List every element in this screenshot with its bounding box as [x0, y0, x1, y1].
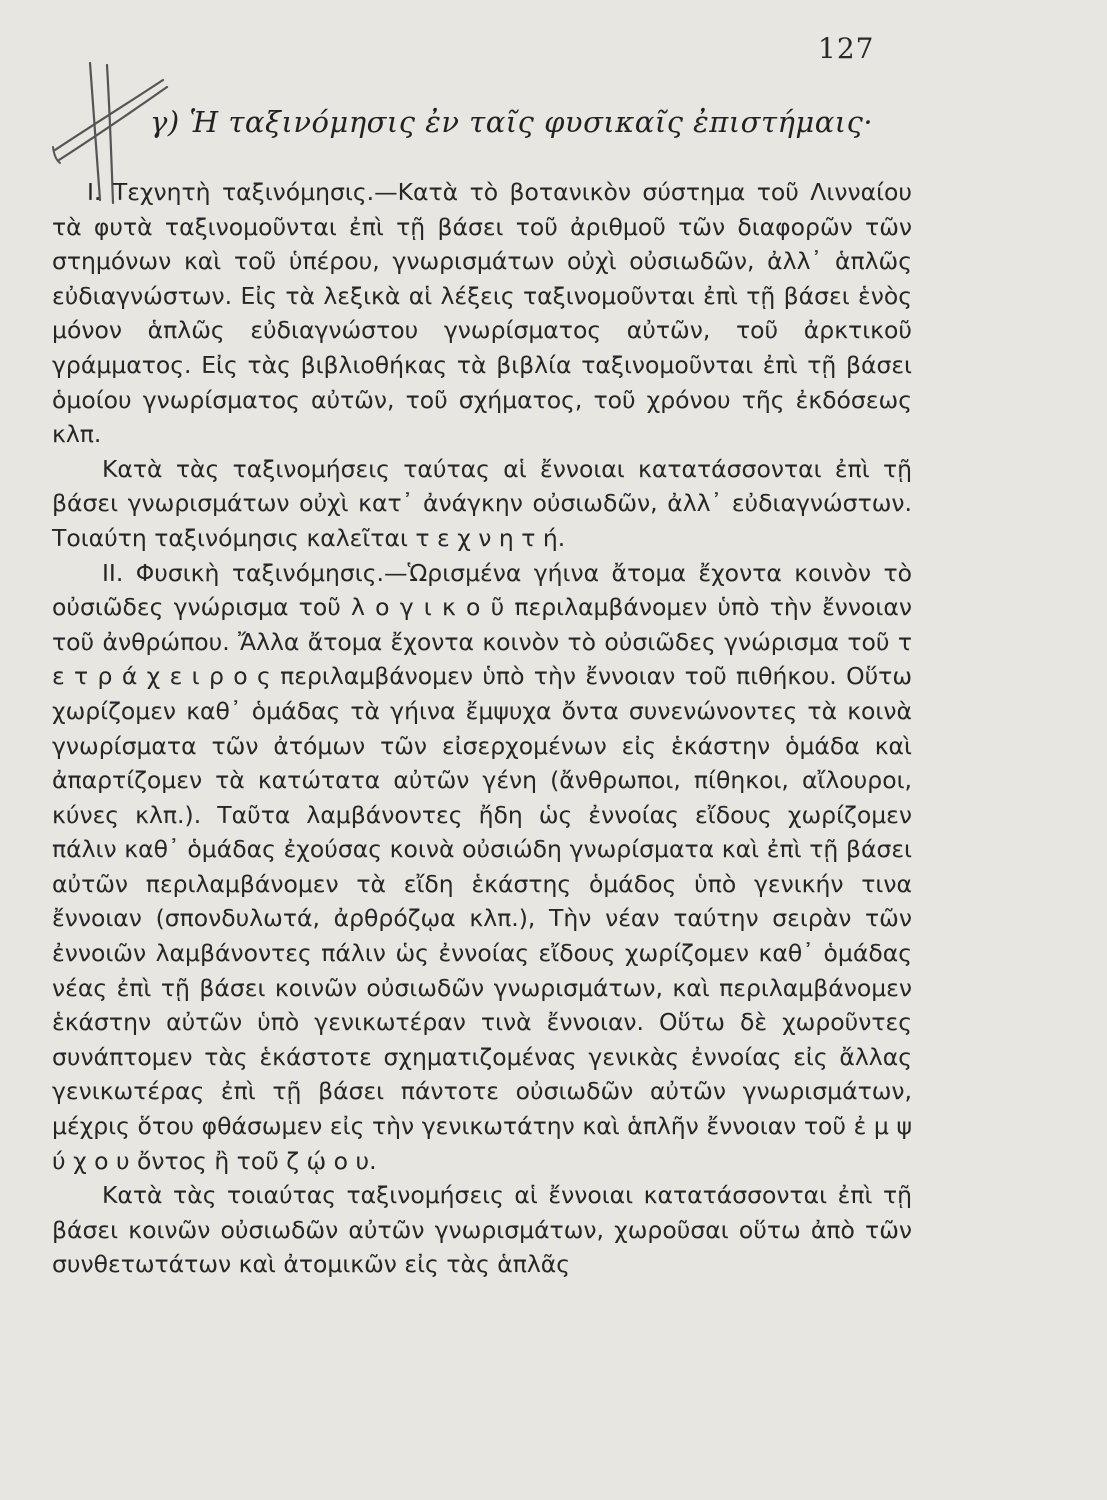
- paragraph-natural-summary: Κατὰ τὰς τοιαύτας ταξινομήσεις αἱ ἔννοιαι κατατάσσονται ἐπὶ τῇ βάσει κοινῶν οὐσιωδῶν αὐτῶν γνωρισμάτων, χωροῦσαι οὕτω ἀπὸ τῶν συνθετωτάτων καὶ ἀτομικῶν εἰς τὰς ἁπλᾶς: [52, 1181, 912, 1279]
- paragraph-artificial-classification: Ι. Τεχνητὴ ταξινόμησις.—Κατὰ τὸ βοτανικὸν σύστημα τοῦ Λινναίου τὰ φυτὰ ταξινομοῦνται ἐπὶ τῇ βάσει τοῦ ἀριθμοῦ τῶν διαφορῶν τῶν στημόνων καὶ τοῦ ὑπέρου, γνωρισμάτων οὐχὶ οὐσιωδῶν, ἀλλ᾽ ἁπλῶς εὐδιαγνώστων. Εἰς τὰ λεξικὰ αἱ λέξεις ταξινομοῦνται ἐπὶ τῇ βάσει ἑνὸς μόνον ἁπλῶς εὐδιαγνώστου γνωρίσματος αὐτῶν, τοῦ ἀρκτικοῦ γράμματος. Εἰς τὰς βιβλιοθήκας τὰ βιβλία ταξινομοῦνται ἐπὶ τῇ βάσει ὁμοίου γνωρίσματος αὐτῶν, τοῦ σχήματος, τοῦ χρόνου τῆς ἐκδόσεως κλπ.: [52, 178, 912, 449]
- page-number: 127: [818, 32, 875, 65]
- paragraph-artificial-summary: Κατὰ τὰς ταξινομήσεις ταύτας αἱ ἔννοιαι κατατάσσονται ἐπὶ τῇ βάσει γνωρισμάτων οὐχὶ κατ᾽ ἀνάγκην οὐσιωδῶν, ἀλλ᾽ εὐδιαγνώστων. Τοιαύτη ταξινόμησις καλεῖται τ ε χ ν η τ ή.: [52, 454, 912, 552]
- body-text: [52, 175, 912, 1282]
- section-heading: γ) Ἡ ταξινόμησις ἐν ταῖς φυσικαῖς ἐπιστήμαις·: [150, 105, 874, 139]
- paragraph-natural-classification: ΙΙ. Φυσικὴ ταξινόμησις.—Ὡρισμένα γήινα ἄτομα ἔχοντα κοινὸν τὸ οὐσιῶδες γνώρισμα τοῦ λ ο γ ι κ ο ῦ περιλαμβάνομεν ὑπὸ τὴν ἔννοιαν τοῦ ἀνθρώπου. Ἄλλα ἄτομα ἔχοντα κοινὸν τὸ οὐσιῶδες γνώρισμα τοῦ τ ε τ ρ ά χ ε ι ρ ο ς περιλαμβάνομεν ὑπὸ τὴν ἔννοιαν τοῦ πιθήκου. Οὕτω χωρίζομεν καθ᾽ ὁμάδας τὰ γήινα ἔμψυχα ὄντα συνενώνοντες τὰ κοινὰ γνωρίσματα τῶν ἀτόμων τῶν εἰσερχομένων εἰς ἑκάστην ὁμάδα καὶ ἀπαρτίζομεν τὰ κατώτατα αὐτῶν γένη (ἄνθρωποι, πίθηκοι, αἴλουροι, κύνες κλπ.). Ταῦτα λαμβάνοντες ἤδη ὡς ἐννοίας εἴδους χωρίζομεν πάλιν καθ᾽ ὁμάδας ἐχούσας κοινὰ οὐσιώδη γνωρίσματα καὶ ἐπὶ τῇ βάσει αὐτῶν περιλαμβάνομεν τὰ εἴδη ἑκάστης ὁμάδος ὑπὸ γενικήν τινα ἔννοιαν (σπονδυλωτά, ἀρθρόζῳα κλπ.), Τὴν νέαν ταύτην σειρὰν τῶν ἐννοιῶν λαμβάνοντες πάλιν ὡς ἐννοίας εἴδους χωρίζομεν καθ᾽ ὁμάδας νέας ἐπὶ τῇ βάσει κοινῶν οὐσιωδῶν γνωρισμάτων, καὶ περιλαμβάνομεν ἑκάστην αὐτῶν ὑπὸ γενικωτέραν τινὰ ἔννοιαν. Οὕτω δὲ χωροῦντες συνάπτομεν τὰς ἑκάστοτε σχηματιζομένας γενικὰς ἐννοίας εἰς ἄλλας γενικωτέρας ἐπὶ τῇ βάσει πάντοτε οὐσιωδῶν αὐτῶν γνωρισμάτων, μέχρις ὅτου φθάσωμεν εἰς τὴν γενικωτάτην καὶ ἁπλῆν ἔννοιαν τοῦ ἐ μ ψ ύ χ ο υ ὄντος ἢ τοῦ ζ ῴ ο υ.: [52, 558, 912, 1175]
